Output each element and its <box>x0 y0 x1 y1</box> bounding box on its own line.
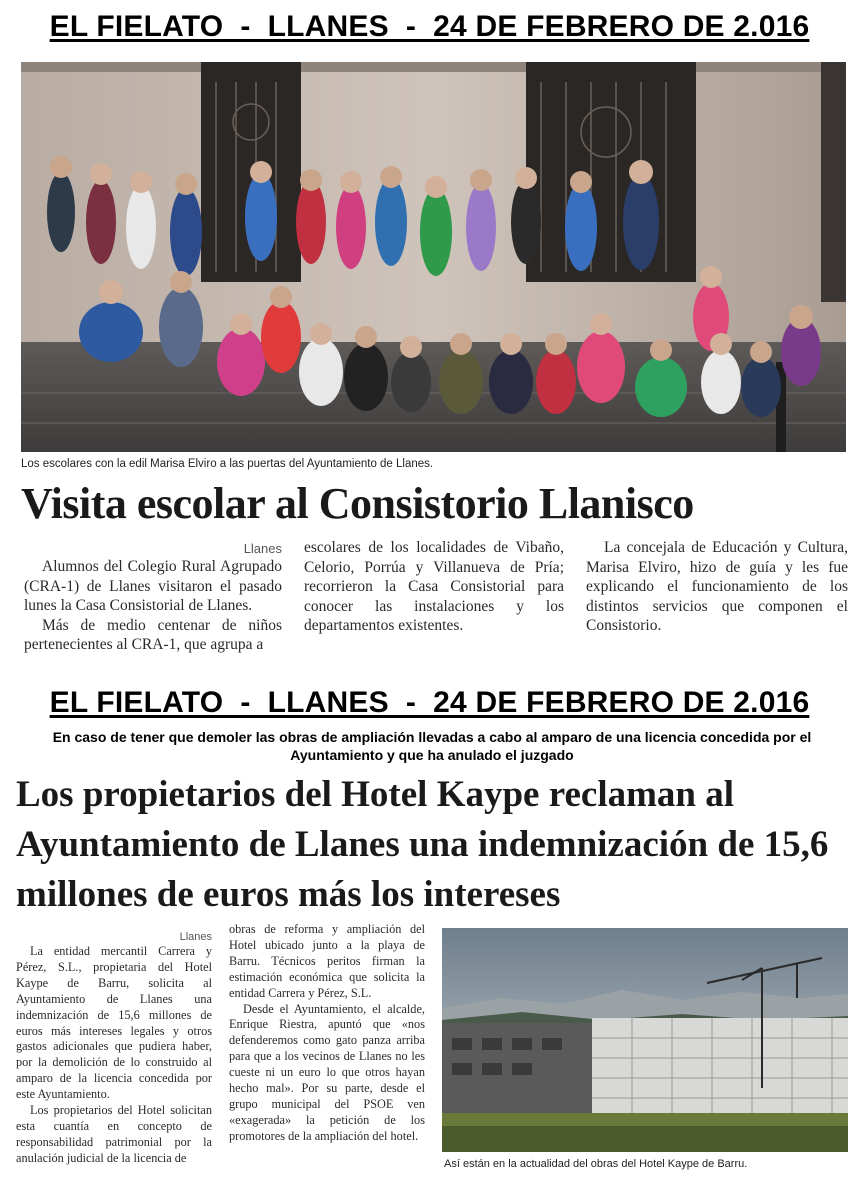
article-column-3 <box>586 538 848 636</box>
article-paragraph: Más de medio centenar de niños pertenecientes al CRA-1, que agrupa a <box>24 616 282 654</box>
hotel-construction-photo-image <box>442 928 848 1152</box>
hotel-article-column-2 <box>229 922 425 1145</box>
hotel-article-column-1 <box>16 930 212 1167</box>
article-location: Llanes <box>243 541 282 556</box>
article-headline-hotel: Los propietarios del Hotel Kaype reclaman al Ayuntamiento de Llanes una indemnización de 15,6 millones de euros más los intereses <box>16 774 829 915</box>
schoolchildren-photo <box>21 62 846 452</box>
article-paragraph-continued: escolares de los localidades de Vibaño, Celorio, Porrúa y Villanueva de Pría; recorrieron la Casa Consistorial para conocer las instalaciones y los departamentos existentes. <box>304 539 564 635</box>
article-paragraph-continued: obras de reforma y ampliación del Hotel ubicado junto a la playa de Barru. Técnicos peritos firman la estimación económica que solicita la entidad Carrera y Pérez, S.L. <box>229 922 425 1000</box>
article-paragraph: La concejala de Educación y Cultura, Marisa Elviro, hizo de guía y les fue explicando el funcionamiento de los distintos servicios que componen el Consistorio. <box>586 539 848 635</box>
schoolchildren-photo-image <box>21 62 846 452</box>
newspaper-banner-top: EL FIELATO - LLANES - 24 DE FEBRERO DE 2.016 <box>49 10 810 43</box>
article-location: Llanes <box>179 931 212 943</box>
article-paragraph: La entidad mercantil Carrera y Pérez, S.L., propietaria del Hotel Kaype de Barru, solicita al Ayuntamiento de Llanes una indemnización de 15,6 millones de euros más intereses legales y otros gastos adicionales que pudiera haber, por la demolición de lo construido al amparo de la licencia concedida por este Ayuntamiento. <box>16 944 212 1102</box>
article-column-1 <box>24 540 282 655</box>
article-column-2 <box>304 538 564 636</box>
article-paragraph: Alumnos del Colegio Rural Agrupado (CRA-1) de Llanes visitaron el pasado lunes la Casa Consistorial de Llanes. <box>24 558 282 615</box>
article-paragraph: Los propietarios del Hotel solicitan esta cuantía en concepto de responsabilidad patrimonial por la anulación judicial de la licencia de <box>16 1103 212 1165</box>
photo-caption: Los escolares con la edil Marisa Elviro a las puertas del Ayuntamiento de Llanes. <box>21 458 434 470</box>
hotel-construction-photo <box>442 928 848 1152</box>
article-kicker: En caso de tener que demoler las obras de ampliación llevadas a cabo al amparo de una licencia concedida por el Ayuntamiento y que ha anulado el juzgado <box>52 729 812 763</box>
newspaper-banner-bottom: EL FIELATO - LLANES - 24 DE FEBRERO DE 2.016 <box>49 686 810 719</box>
hotel-photo-caption: Así están en la actualidad del obras del Hotel Kaype de Barru. <box>444 1158 748 1170</box>
article-paragraph: Desde el Ayuntamiento, el alcalde, Enrique Riestra, apuntó que «nos defenderemos como gato panza arriba para que a los vecinos de Llanes no les cueste ni un euro lo que otros hayan hecho mal». Por su parte, desde el grupo municipal del PSOE ven «exagerada» la petición de los promotores de la ampliación del hotel. <box>229 1001 425 1143</box>
article-headline: Visita escolar al Consistorio Llanisco <box>21 479 694 528</box>
